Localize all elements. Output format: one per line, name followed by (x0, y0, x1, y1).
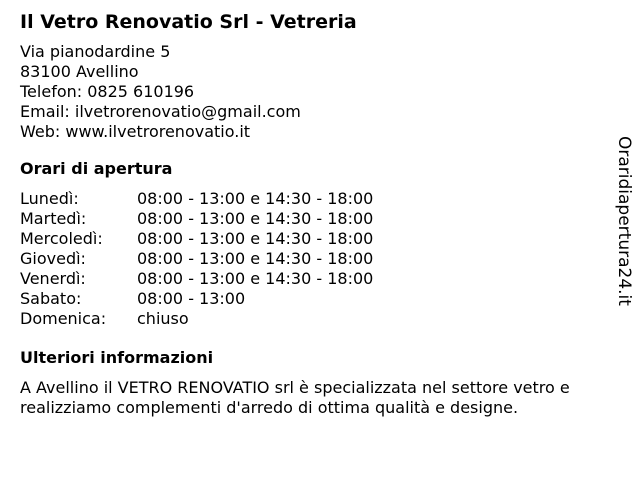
hours-row-friday (20, 269, 373, 289)
hours-row-thursday (20, 249, 373, 269)
more-info-text: A Avellino il VETRO RENOVATIO srl è specializzata nel settore vetro e realizziamo complementi d'arredo di ottima qualità e designe. (20, 378, 570, 417)
hours-value: 08:00 - 13:00 e 14:30 - 18:00 (137, 249, 374, 268)
business-title: Il Vetro Renovatio Srl - Vetreria (20, 11, 357, 33)
business-card (20, 10, 610, 418)
hours-row-sunday (20, 309, 373, 329)
hours-value: 08:00 - 13:00 e 14:30 - 18:00 (137, 229, 374, 248)
day-label: Giovedì: (20, 249, 86, 268)
day-label: Mercoledì: (20, 229, 103, 248)
website-address: Web: www.ilvetrorenovatio.it (20, 122, 251, 141)
phone-number: Telefon: 0825 610196 (20, 82, 195, 101)
hours-value: 08:00 - 13:00 (137, 289, 246, 308)
side-brand-label: Oraridiapertura24.it (614, 136, 634, 306)
hours-value: chiuso (137, 309, 189, 328)
day-label: Domenica: (20, 309, 107, 328)
day-label: Venerdì: (20, 269, 86, 288)
hours-row-saturday (20, 289, 373, 309)
day-label: Martedì: (20, 209, 87, 228)
hours-value: 08:00 - 13:00 e 14:30 - 18:00 (137, 269, 374, 288)
opening-hours-table (20, 189, 373, 329)
day-label: Sabato: (20, 289, 82, 308)
hours-value: 08:00 - 13:00 e 14:30 - 18:00 (137, 189, 374, 208)
hours-value: 08:00 - 13:00 e 14:30 - 18:00 (137, 209, 374, 228)
day-label: Lunedì: (20, 189, 79, 208)
contact-block (20, 42, 610, 142)
more-info-heading: Ulteriori informazioni (20, 348, 214, 367)
street-address: Via pianodardine 5 (20, 42, 171, 61)
postal-city: 83100 Avellino (20, 62, 139, 81)
hours-row-tuesday (20, 209, 373, 229)
hours-row-wednesday (20, 229, 373, 249)
opening-hours-heading: Orari di apertura (20, 159, 173, 178)
email-address: Email: ilvetrorenovatio@gmail.com (20, 102, 301, 121)
hours-row-monday (20, 189, 373, 209)
